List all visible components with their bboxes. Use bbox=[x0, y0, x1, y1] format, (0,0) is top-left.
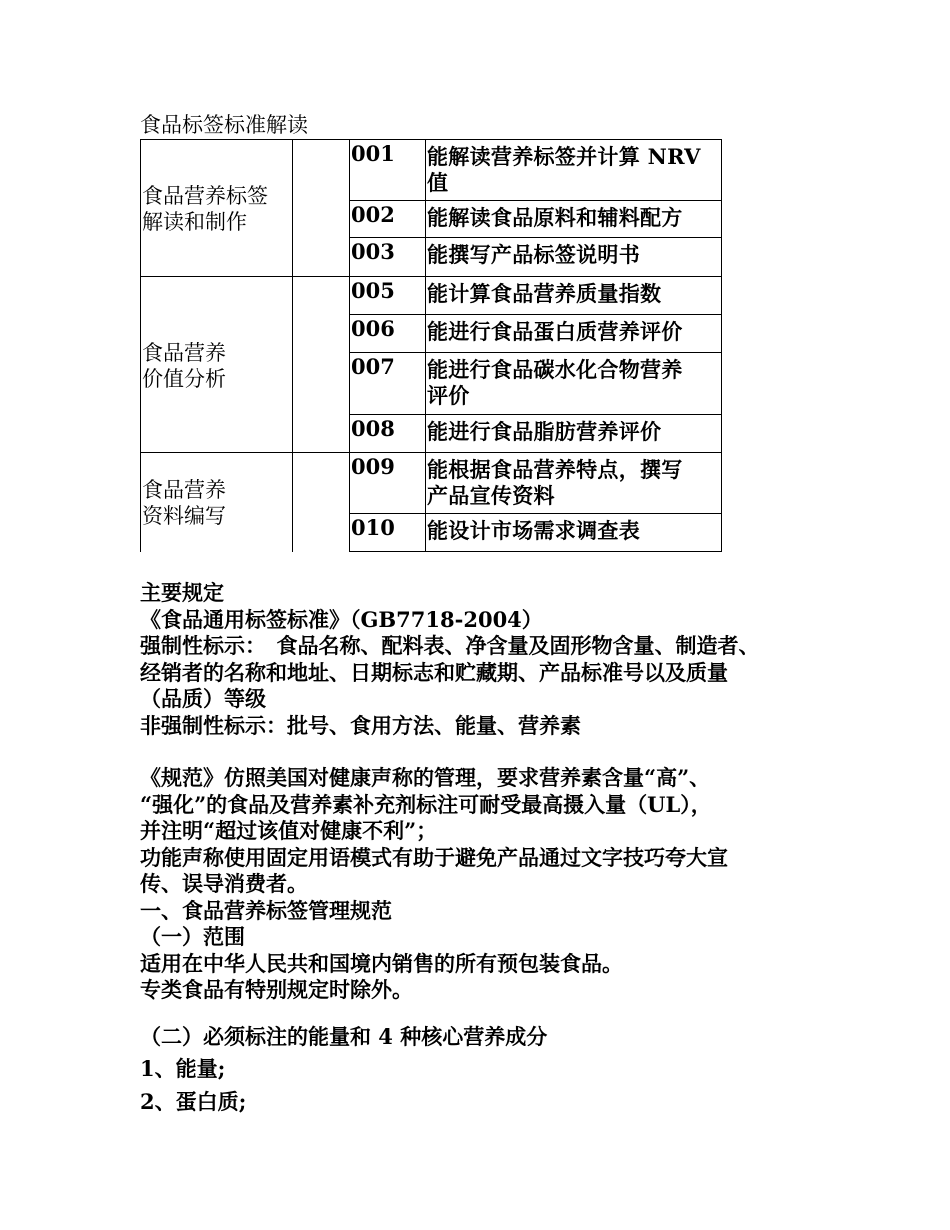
skills-table bbox=[140, 139, 722, 552]
table-code: 001 bbox=[351, 141, 395, 166]
paragraph-line: 功能声称使用固定用语模式有助于避免产品通过文字技巧夸大宣 bbox=[140, 844, 728, 870]
table-code: 002 bbox=[351, 202, 395, 227]
table-description: 能解读食品原料和辅料配方 bbox=[427, 205, 683, 230]
paragraph-line: “强化”的食品及营养素补充剂标注可耐受最高摄入量（UL）， bbox=[140, 791, 712, 817]
table-border-left bbox=[140, 139, 141, 552]
table-code: 005 bbox=[351, 278, 395, 303]
table-description: 能计算食品营养质量指数 bbox=[427, 281, 662, 306]
paragraph-line: 传、误导消费者。 bbox=[140, 871, 308, 896]
paragraph-line: 经销者的名称和地址、日期标志和贮藏期、产品标准号以及质量 bbox=[140, 659, 728, 685]
table-description: 能撰写产品标签说明书 bbox=[427, 242, 640, 267]
table-border-bottom bbox=[349, 551, 722, 552]
section-heading: 一、食品营养标签管理规范 bbox=[140, 897, 392, 923]
table-description: 能设计市场需求调查表 bbox=[427, 518, 640, 543]
table-code: 008 bbox=[351, 416, 395, 441]
table-description: 能解读营养标签并计算 NRV 值 bbox=[427, 144, 701, 195]
table-category: 食品营养 资料编写 bbox=[142, 478, 226, 528]
table-description: 能进行食品脂肪营养评价 bbox=[427, 419, 662, 444]
standard-reference: 《食品通用标签标准》（GB7718-2004） bbox=[140, 606, 543, 632]
document-body bbox=[140, 580, 830, 1115]
document-content bbox=[140, 112, 830, 1115]
paragraph-line: 强制性标示： 食品名称、配料表、净含量及固形物含量、制造者、 bbox=[140, 633, 760, 658]
section-heading: 主要规定 bbox=[140, 580, 224, 605]
paragraph-line: 适用在中华人民共和国境内销售的所有预包装食品。 bbox=[140, 950, 623, 976]
table-code: 003 bbox=[351, 239, 395, 264]
table-rule bbox=[349, 139, 350, 552]
table-description: 能根据食品营养特点，撰写 产品宣传资料 bbox=[427, 457, 683, 508]
paragraph-line: 《规范》仿照美国对健康声称的管理，要求营养素含量“高”、 bbox=[140, 765, 711, 790]
table-description: 能进行食品碳水化合物营养 评价 bbox=[427, 357, 683, 408]
table-description: 能进行食品蛋白质营养评价 bbox=[427, 319, 683, 344]
paragraph-line: 专类食品有特别规定时除外。 bbox=[140, 977, 413, 1002]
table-code: 007 bbox=[351, 354, 395, 379]
table-code: 010 bbox=[351, 515, 395, 540]
table-category: 食品营养 价值分析 bbox=[142, 341, 226, 391]
list-item: 2、蛋白质; bbox=[140, 1088, 247, 1114]
document-title: 食品标签标准解读 bbox=[140, 113, 308, 137]
list-item: 1、能量; bbox=[140, 1056, 226, 1081]
table-rule bbox=[425, 139, 426, 552]
paragraph-line: （品质）等级 bbox=[140, 686, 266, 711]
paragraph-line: 并注明“超过该值对健康不利”； bbox=[140, 818, 438, 843]
table-code: 006 bbox=[351, 316, 395, 341]
subsection-heading: （二）必须标注的能量和 4 种核心营养成分 bbox=[140, 1023, 548, 1049]
table-category: 食品营养标签 解读和制作 bbox=[142, 184, 268, 234]
table-code: 009 bbox=[351, 454, 395, 479]
paragraph-line: 非强制性标示：批号、食用方法、能量、营养素 bbox=[140, 712, 581, 738]
subsection-heading: （一）范围 bbox=[140, 924, 245, 949]
